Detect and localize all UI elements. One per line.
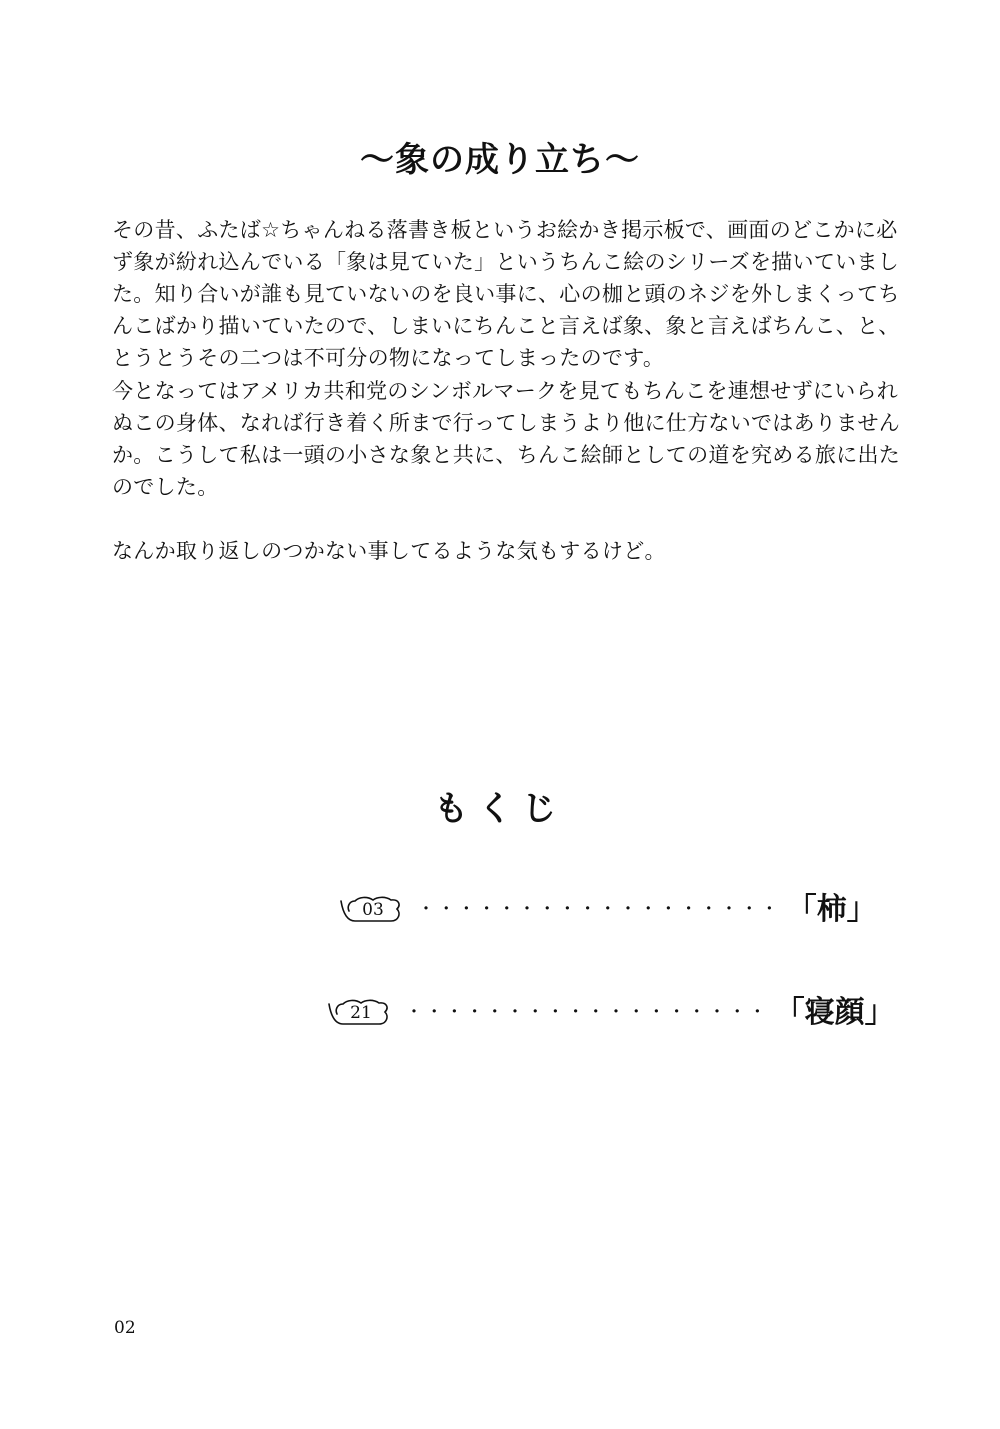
page-number-label: 21: [350, 1003, 372, 1023]
chapter-title: 「寝顔」: [774, 995, 895, 1030]
chapter-title: 「柿」: [786, 892, 877, 927]
page-number-label: 03: [362, 900, 384, 920]
page-number: 02: [114, 1318, 136, 1338]
page-title: ～象の成り立ち～: [360, 140, 640, 180]
dot-leader: ・・・・・・・・・・・・・・・・・・: [405, 1002, 769, 1023]
toc-entry[interactable]: [337, 885, 877, 935]
story-paragraph: 今となってはアメリカ共和党のシンボルマークを見てもちんこを連想せずにいられぬこの身体、なれば行き着く所まで行ってしまうより他に仕方ないではありませんか。こうして私は一頭の小さな象と共に、ちんこ絵師としての道を究める旅に出たのでした。: [112, 379, 901, 499]
story-paragraph: その昔、ふたば☆ちゃんねる落書き板というお絵かき掲示板で、画面のどこかに必ず象が紛れ込んでいる「象は見ていた」というちんこ絵のシリーズを描いていました。知り合いが誰も見ていないのを良い事に、心の枷と頭のネジを外しまくってちんこばかり描いていたので、しまいにちんこと言えば象、象と言えばちんこ、と、とうとうその二つは不可分の物になってしまったのです。: [112, 218, 900, 370]
toc-title: もくじ: [434, 789, 566, 829]
toc-entry[interactable]: [325, 988, 895, 1038]
story-paragraph: なんか取り返しのつかない事してるような気もするけど。: [112, 539, 666, 563]
page-badge: [325, 996, 391, 1030]
dot-leader: ・・・・・・・・・・・・・・・・・・: [417, 899, 781, 920]
page-badge: [337, 893, 403, 927]
